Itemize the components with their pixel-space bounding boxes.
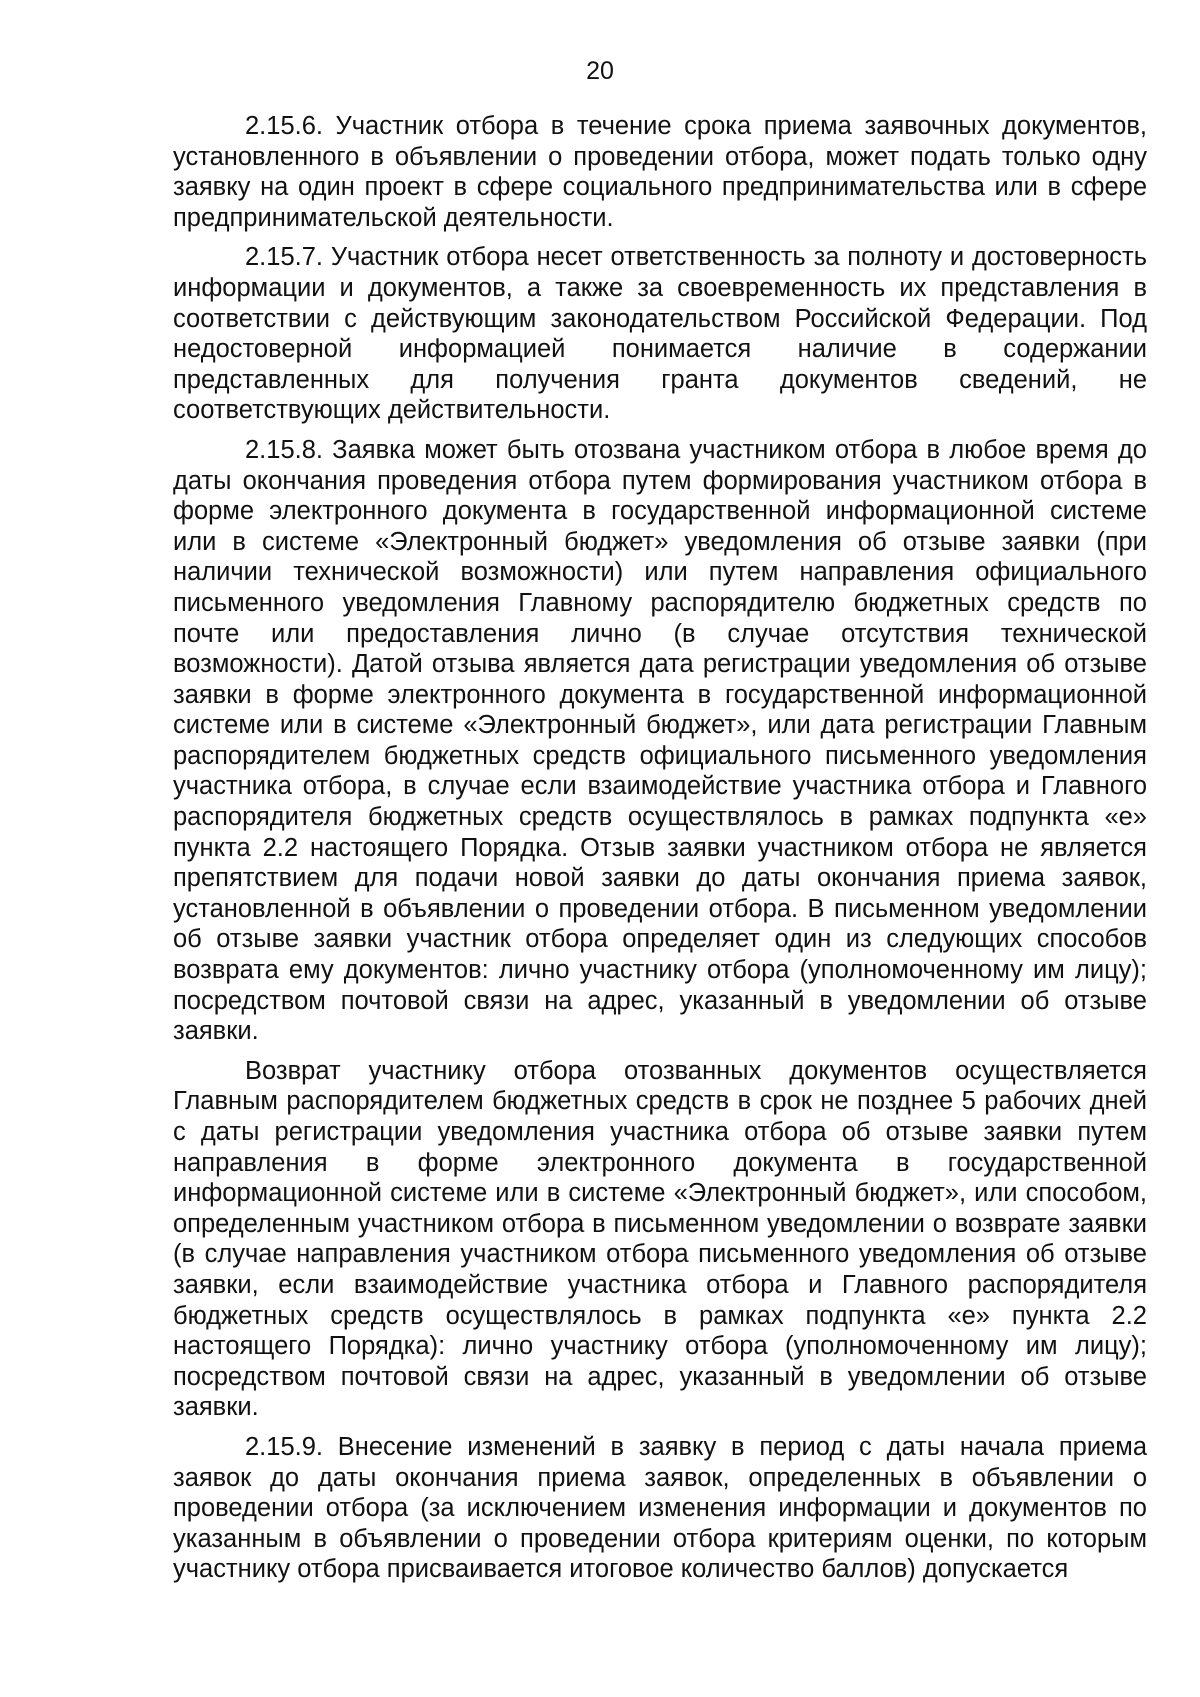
document-body xyxy=(173,111,1147,1594)
paragraph-return-of-documents: Возврат участнику отбора отозванных документов осуществляется Главным распорядителем бюджетных средств в срок не позднее 5 рабочих дней с даты регистрации уведомления участника отбора об отзыве заявки путем направления в форме электронного документа в государственной информационной системе или в системе «Электронный бюджет», или способом, определенным участником отбора в письменном уведомлении о возврате заявки (в случае направления участником отбора письменного уведомления об отзыве заявки, если взаимодействие участника отбора и Главного распорядителя бюджетных средств осуществлялось в рамках подпункта «е» пункта 2.2 настоящего Порядка): лично участнику отбора (уполномоченному им лицу); посредством почтовой связи на адрес, указанный в уведомлении об отзыве заявки. xyxy=(173,1056,1147,1422)
paragraph-2-15-8: 2.15.8. Заявка может быть отозвана участником отбора в любое время до даты окончания проведения отбора путем формирования участником отбора в форме электронного документа в государственной информационной системе или в системе «Электронный бюджет» уведомления об отзыве заявки (при наличии технической возможности) или путем направления официального письменного уведомления Главному распорядителю бюджетных средств по почте или предоставления лично (в случае отсутствия технической возможности). Датой отзыва является дата регистрации уведомления об отзыве заявки в форме электронного документа в государственной информационной системе или в системе «Электронный бюджет», или дата регистрации Главным распорядителем бюджетных средств официального письменного уведомления участника отбора, в случае если взаимодействие участника отбора и Главного распорядителя бюджетных средств осуществлялось в рамках подпункта «е» пункта 2.2 настоящего Порядка. Отзыв заявки участником отбора не является препятствием для подачи новой заявки до даты окончания приема заявок, установленной в объявлении о проведении отбора. В письменном уведомлении об отзыве заявки участник отбора определяет один из следующих способов возврата ему документов: лично участнику отбора (уполномоченному им лицу); посредством почтовой связи на адрес, указанный в уведомлении об отзыве заявки. xyxy=(173,435,1147,1046)
paragraph-2-15-9: 2.15.9. Внесение изменений в заявку в период с даты начала приема заявок до даты окончания приема заявок, определенных в объявлении о проведении отбора (за исключением изменения информации и документов по указанным в объявлении о проведении отбора критериям оценки, по которым участнику отбора присваивается итоговое количество баллов) допускается xyxy=(173,1432,1147,1584)
page-number: 20 xyxy=(586,57,614,85)
paragraph-2-15-7: 2.15.7. Участник отбора несет ответственность за полноту и достоверность информации и документов, а также за своевременность их представления в соответствии с действующим законодательством Российской Федерации. Под недостоверной информацией понимается наличие в содержании представленных для получения гранта документов сведений, не соответствующих действительности. xyxy=(173,243,1147,425)
paragraph-2-15-6: 2.15.6. Участник отбора в течение срока приема заявочных документов, установленного в объявлении о проведении отбора, может подать только одну заявку на один проект в сфере социального предпринимательства или в сфере предпринимательской деятельности. xyxy=(173,112,1147,232)
